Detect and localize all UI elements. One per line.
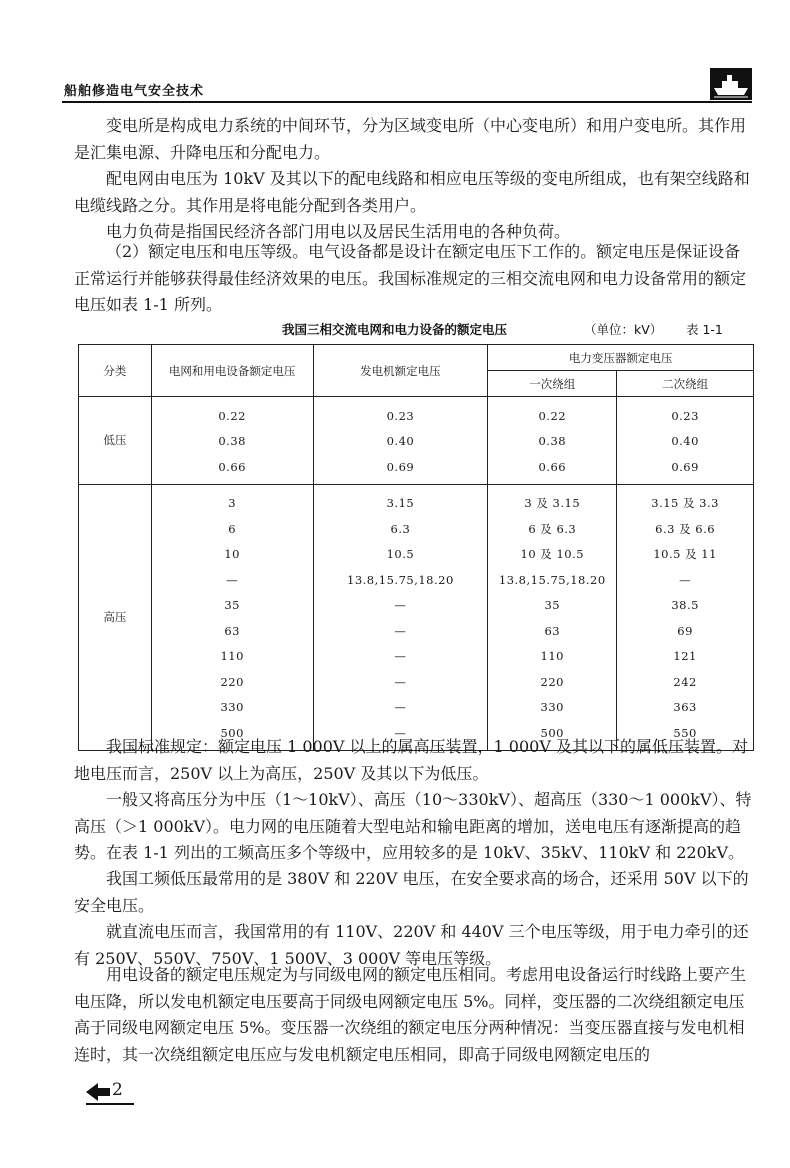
- table-cell: 6 及 6.3: [488, 516, 617, 542]
- table-cell: 0.22: [488, 397, 617, 429]
- table-cell: 500: [488, 720, 617, 750]
- table-cell: 69: [617, 618, 754, 644]
- header-grid: 电网和用电设备额定电压: [151, 345, 313, 397]
- footer-rule: [86, 1103, 134, 1105]
- table-caption: 我国三相交流电网和电力设备的额定电压: [282, 322, 508, 337]
- table-cell: —: [151, 567, 313, 593]
- table-cell: 0.22: [151, 397, 313, 429]
- table-cell: 3.15 及 3.3: [617, 484, 754, 516]
- table-cell: 0.23: [313, 397, 488, 429]
- table-cell: 220: [488, 669, 617, 695]
- table-row: [79, 644, 754, 670]
- paragraph-common-levels: 在表 1-1 列出的工频高压多个等级中，应用较多的是 10kV、35kV、110kV 和 220kV。: [106, 843, 744, 862]
- table-cell: 6.3 及 6.6: [617, 516, 754, 542]
- table-cell: 10.5 及 11: [617, 542, 754, 568]
- paragraph-load: 电力负荷是指国民经济各部门用电以及居民生活用电的各种负荷。: [106, 222, 571, 241]
- table-row: [79, 567, 754, 593]
- table-row: [79, 454, 754, 484]
- table-cell: 38.5: [617, 593, 754, 619]
- table-cell: 13.8,15.75,18.20: [313, 567, 488, 593]
- table-cell: 3 及 3.15: [488, 484, 617, 516]
- table-cell: 10 及 10.5: [488, 542, 617, 568]
- book-title: 船舶修造电气安全技术: [64, 84, 205, 99]
- table-cell: 3.15: [313, 484, 488, 516]
- table-cell: 6.3: [313, 516, 488, 542]
- table-cell: 121: [617, 644, 754, 670]
- table-cell: 500: [151, 720, 313, 750]
- table-cell: 35: [151, 593, 313, 619]
- paragraph-substation: 变电所是构成电力系统的中间环节，分为区域变电所（中心变电所）和用户变电所。其作用是汇集电源、升降电压和分配电力。: [74, 116, 747, 162]
- paragraph-equipment: 用电设备的额定电压规定为与同级电网的额定电压相同。考虑用电设备运行时线路上要产生电压降，所以发电机额定电压要高于同级电网额定电压 5%。同样，变压器的二次绕组额定电压高于同级电网额定电压 5%。变压器一次绕组的额定电压分两种情况：当变压器直接与发电机相连时，其一次绕组额定电压应与发电机额定电压相同，即高于同级电网额定电压的: [74, 965, 747, 1064]
- paragraph-classification: 一般又将高压分为中压（1～10kV）、高压（10～330kV）、超高压（330～1 000kV）、特高压（＞1 000kV）。电力网的电压随着大型电站和输电距离的增加，送电电压有逐渐提高的趋势。: [74, 790, 752, 862]
- table-number: 表 1-1: [686, 322, 723, 337]
- paragraph-low-voltage: 我国工频低压最常用的是 380V 和 220V 电压，在安全要求高的场合，还采用 50V 以下的安全电压。: [74, 869, 749, 915]
- header-rule: [62, 101, 752, 103]
- table-cell: 13.8,15.75,18.20: [488, 567, 617, 593]
- table-row: [79, 695, 754, 721]
- header-transformer: 电力变压器额定电压: [488, 345, 754, 371]
- table-cell: —: [617, 567, 754, 593]
- table-cell: 0.23: [617, 397, 754, 429]
- header-primary: 一次绕组: [488, 371, 617, 397]
- page-arrow-icon: [84, 1081, 112, 1103]
- voltage-table: [78, 344, 754, 751]
- header-category: 分类: [79, 345, 152, 397]
- table-cell: —: [313, 593, 488, 619]
- table-cell: —: [313, 720, 488, 750]
- table-cell: 35: [488, 593, 617, 619]
- table-cell: 10: [151, 542, 313, 568]
- table-cell: 0.40: [313, 429, 488, 455]
- page-header: [62, 68, 752, 102]
- paragraph-standard: 我国标准规定：额定电压 1 000V 以上的属高压装置，1 000V 及其以下的属低压装置。对地电压而言，250V 以上为高压，250V 及其以下为低压。: [74, 737, 748, 783]
- table-unit: （单位：kV）: [584, 322, 663, 337]
- table-cell: 6: [151, 516, 313, 542]
- table-row: [79, 669, 754, 695]
- table-cell: 550: [617, 720, 754, 750]
- paragraph-rated-voltage: （2）额定电压和电压等级。电气设备都是设计在额定电压下工作的。额定电压是保证设备正常运行并能够获得最佳经济效果的电压。我国标准规定的三相交流电网和电力设备常用的额定电压如表 1-1 所列。: [74, 242, 747, 314]
- table-cell: 0.38: [151, 429, 313, 455]
- table-cell: —: [313, 669, 488, 695]
- table-cell: 110: [488, 644, 617, 670]
- table-cell: 220: [151, 669, 313, 695]
- table-cell: 63: [488, 618, 617, 644]
- table-cell: 0.40: [617, 429, 754, 455]
- table-cell: 0.69: [313, 454, 488, 484]
- header-secondary: 二次绕组: [617, 371, 754, 397]
- ship-icon: [710, 68, 752, 100]
- table-cell: 330: [151, 695, 313, 721]
- table-cell: 3: [151, 484, 313, 516]
- table-row: [79, 618, 754, 644]
- header-generator: 发电机额定电压: [313, 345, 488, 397]
- table-cell: 0.38: [488, 429, 617, 455]
- table-row: [79, 397, 754, 429]
- table-cell: 0.66: [488, 454, 617, 484]
- table-row: [79, 593, 754, 619]
- table-cell: 242: [617, 669, 754, 695]
- table-cell: 0.69: [617, 454, 754, 484]
- table-cell: 330: [488, 695, 617, 721]
- table-row: [79, 516, 754, 542]
- table-row: [79, 542, 754, 568]
- page-number: 2: [112, 1080, 123, 1100]
- group-label-low: 低压: [79, 397, 152, 485]
- paragraph-distribution: 配电网由电压为 10kV 及其以下的配电线路和相应电压等级的变电所组成，也有架空线路和电缆线路之分。其作用是将电能分配到各类用户。: [74, 169, 750, 215]
- group-label-high: 高压: [79, 484, 152, 750]
- table-cell: 363: [617, 695, 754, 721]
- table-row: [79, 429, 754, 455]
- table-cell: —: [313, 695, 488, 721]
- table-cell: 110: [151, 644, 313, 670]
- table-cell: —: [313, 644, 488, 670]
- table-cell: 0.66: [151, 454, 313, 484]
- table-cell: 63: [151, 618, 313, 644]
- table-cell: 10.5: [313, 542, 488, 568]
- table-row: [79, 484, 754, 516]
- paragraph-dc: 就直流电压而言，我国常用的有 110V、220V 和 440V 三个电压等级，用于电力牵引的还有 250V、550V、750V、1 500V、3 000V 等电压等级。: [74, 922, 749, 968]
- table-cell: —: [313, 618, 488, 644]
